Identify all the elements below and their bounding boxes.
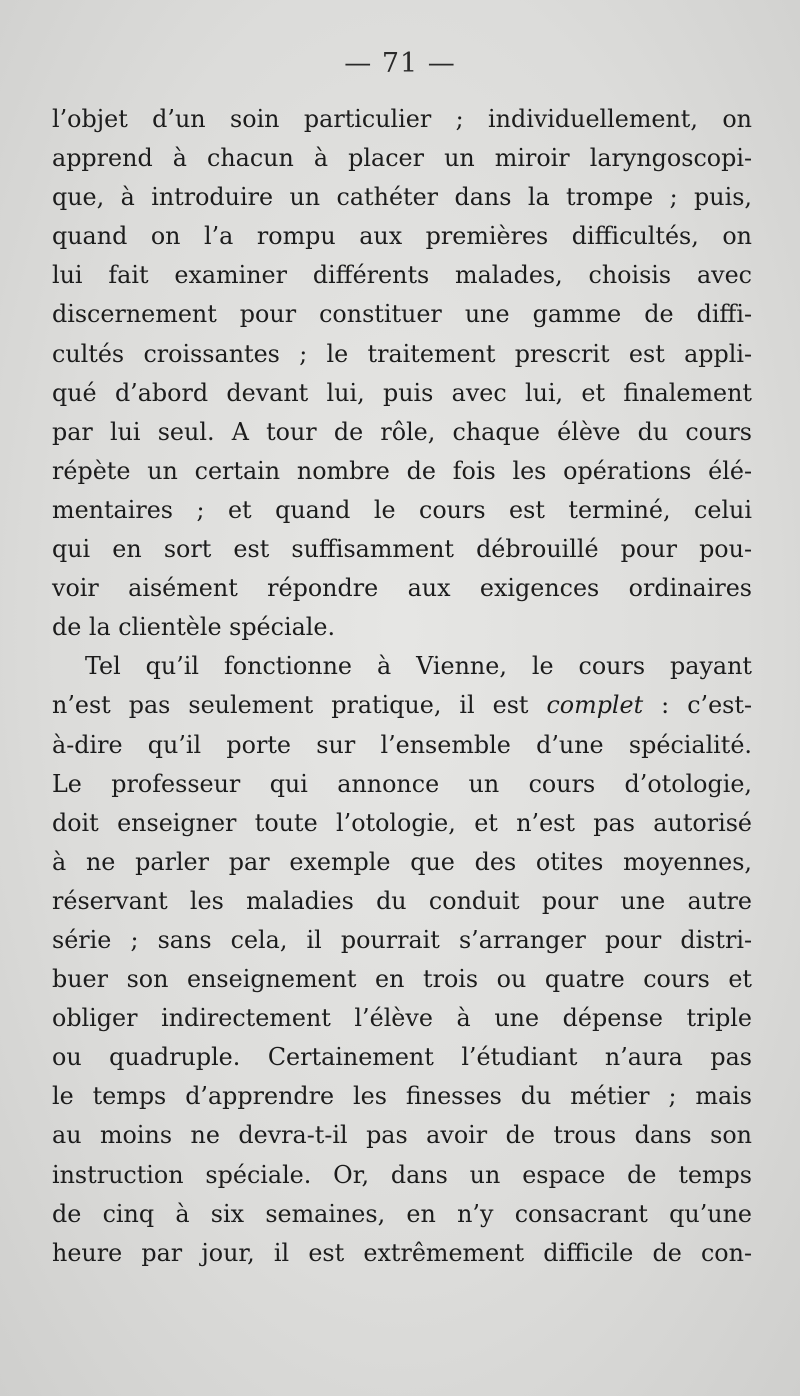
text-line: réservant les maladies du conduit pour une autre bbox=[52, 886, 752, 915]
text-line: quand on l’a rompu aux premières difficultés, on bbox=[52, 222, 752, 251]
text-line: à-dire qu’il porte sur l’ensemble d’une spécialité. bbox=[52, 730, 752, 759]
text-line: Tel qu’il fonctionne à Vienne, le cours payant bbox=[85, 652, 752, 681]
text-line: voir aisément répondre aux exigences ordinaires bbox=[52, 574, 752, 603]
text-line: qué d’abord devant lui, puis avec lui, et finalement bbox=[52, 378, 752, 407]
text-segment: : c’est- bbox=[643, 691, 752, 720]
body-text bbox=[52, 100, 752, 1273]
text-line: instruction spéciale. Or, dans un espace de temps bbox=[52, 1160, 752, 1189]
text-line: de cinq à six semaines, en n’y consacrant qu’une bbox=[52, 1199, 752, 1228]
page-number: — 71 — bbox=[344, 48, 456, 79]
emphasized-word: complet bbox=[546, 691, 644, 720]
text-line: obliger indirectement l’élève à une dépense triple bbox=[52, 1004, 752, 1033]
text-line: Le professeur qui annonce un cours d’otologie, bbox=[52, 769, 752, 798]
text-line: cultés croissantes ; le traitement prescrit est appli- bbox=[52, 339, 752, 368]
text-line: de la clientèle spéciale. bbox=[52, 613, 336, 642]
text-line: doit enseigner toute l’otologie, et n’est pas autorisé bbox=[52, 808, 752, 837]
text-line: heure par jour, il est extrêmement difficile de con- bbox=[52, 1238, 752, 1267]
text-line: lui fait examiner différents malades, choisis avec bbox=[52, 261, 752, 290]
text-line: qui en sort est suffisamment débrouillé pour pou- bbox=[52, 535, 752, 564]
text-line: à ne parler par exemple que des otites moyennes, bbox=[52, 847, 752, 876]
text-line: répète un certain nombre de fois les opérations élé- bbox=[52, 456, 752, 485]
text-line: discernement pour constituer une gamme de diffi- bbox=[52, 300, 752, 329]
text-line: ou quadruple. Certainement l’étudiant n’aura pas bbox=[52, 1043, 752, 1072]
text-line: apprend à chacun à placer un miroir laryngoscopi- bbox=[52, 144, 752, 173]
text-segment: n’est pas seulement pratique, il est bbox=[52, 691, 547, 720]
text-line: mentaires ; et quand le cours est terminé, celui bbox=[52, 495, 752, 524]
text-line: le temps d’apprendre les finesses du métier ; mais bbox=[52, 1082, 752, 1111]
text-line: buer son enseignement en trois ou quatre cours et bbox=[52, 965, 752, 994]
text-line-with-emphasis bbox=[52, 686, 752, 725]
text-line: par lui seul. A tour de rôle, chaque élève du cours bbox=[52, 417, 752, 446]
text-line: que, à introduire un cathéter dans la trompe ; puis, bbox=[52, 183, 752, 212]
text-line: série ; sans cela, il pourrait s’arranger pour distri- bbox=[52, 925, 752, 954]
text-line: au moins ne devra-t-il pas avoir de trous dans son bbox=[52, 1121, 752, 1150]
text-line: l’objet d’un soin particulier ; individuellement, on bbox=[52, 105, 752, 133]
